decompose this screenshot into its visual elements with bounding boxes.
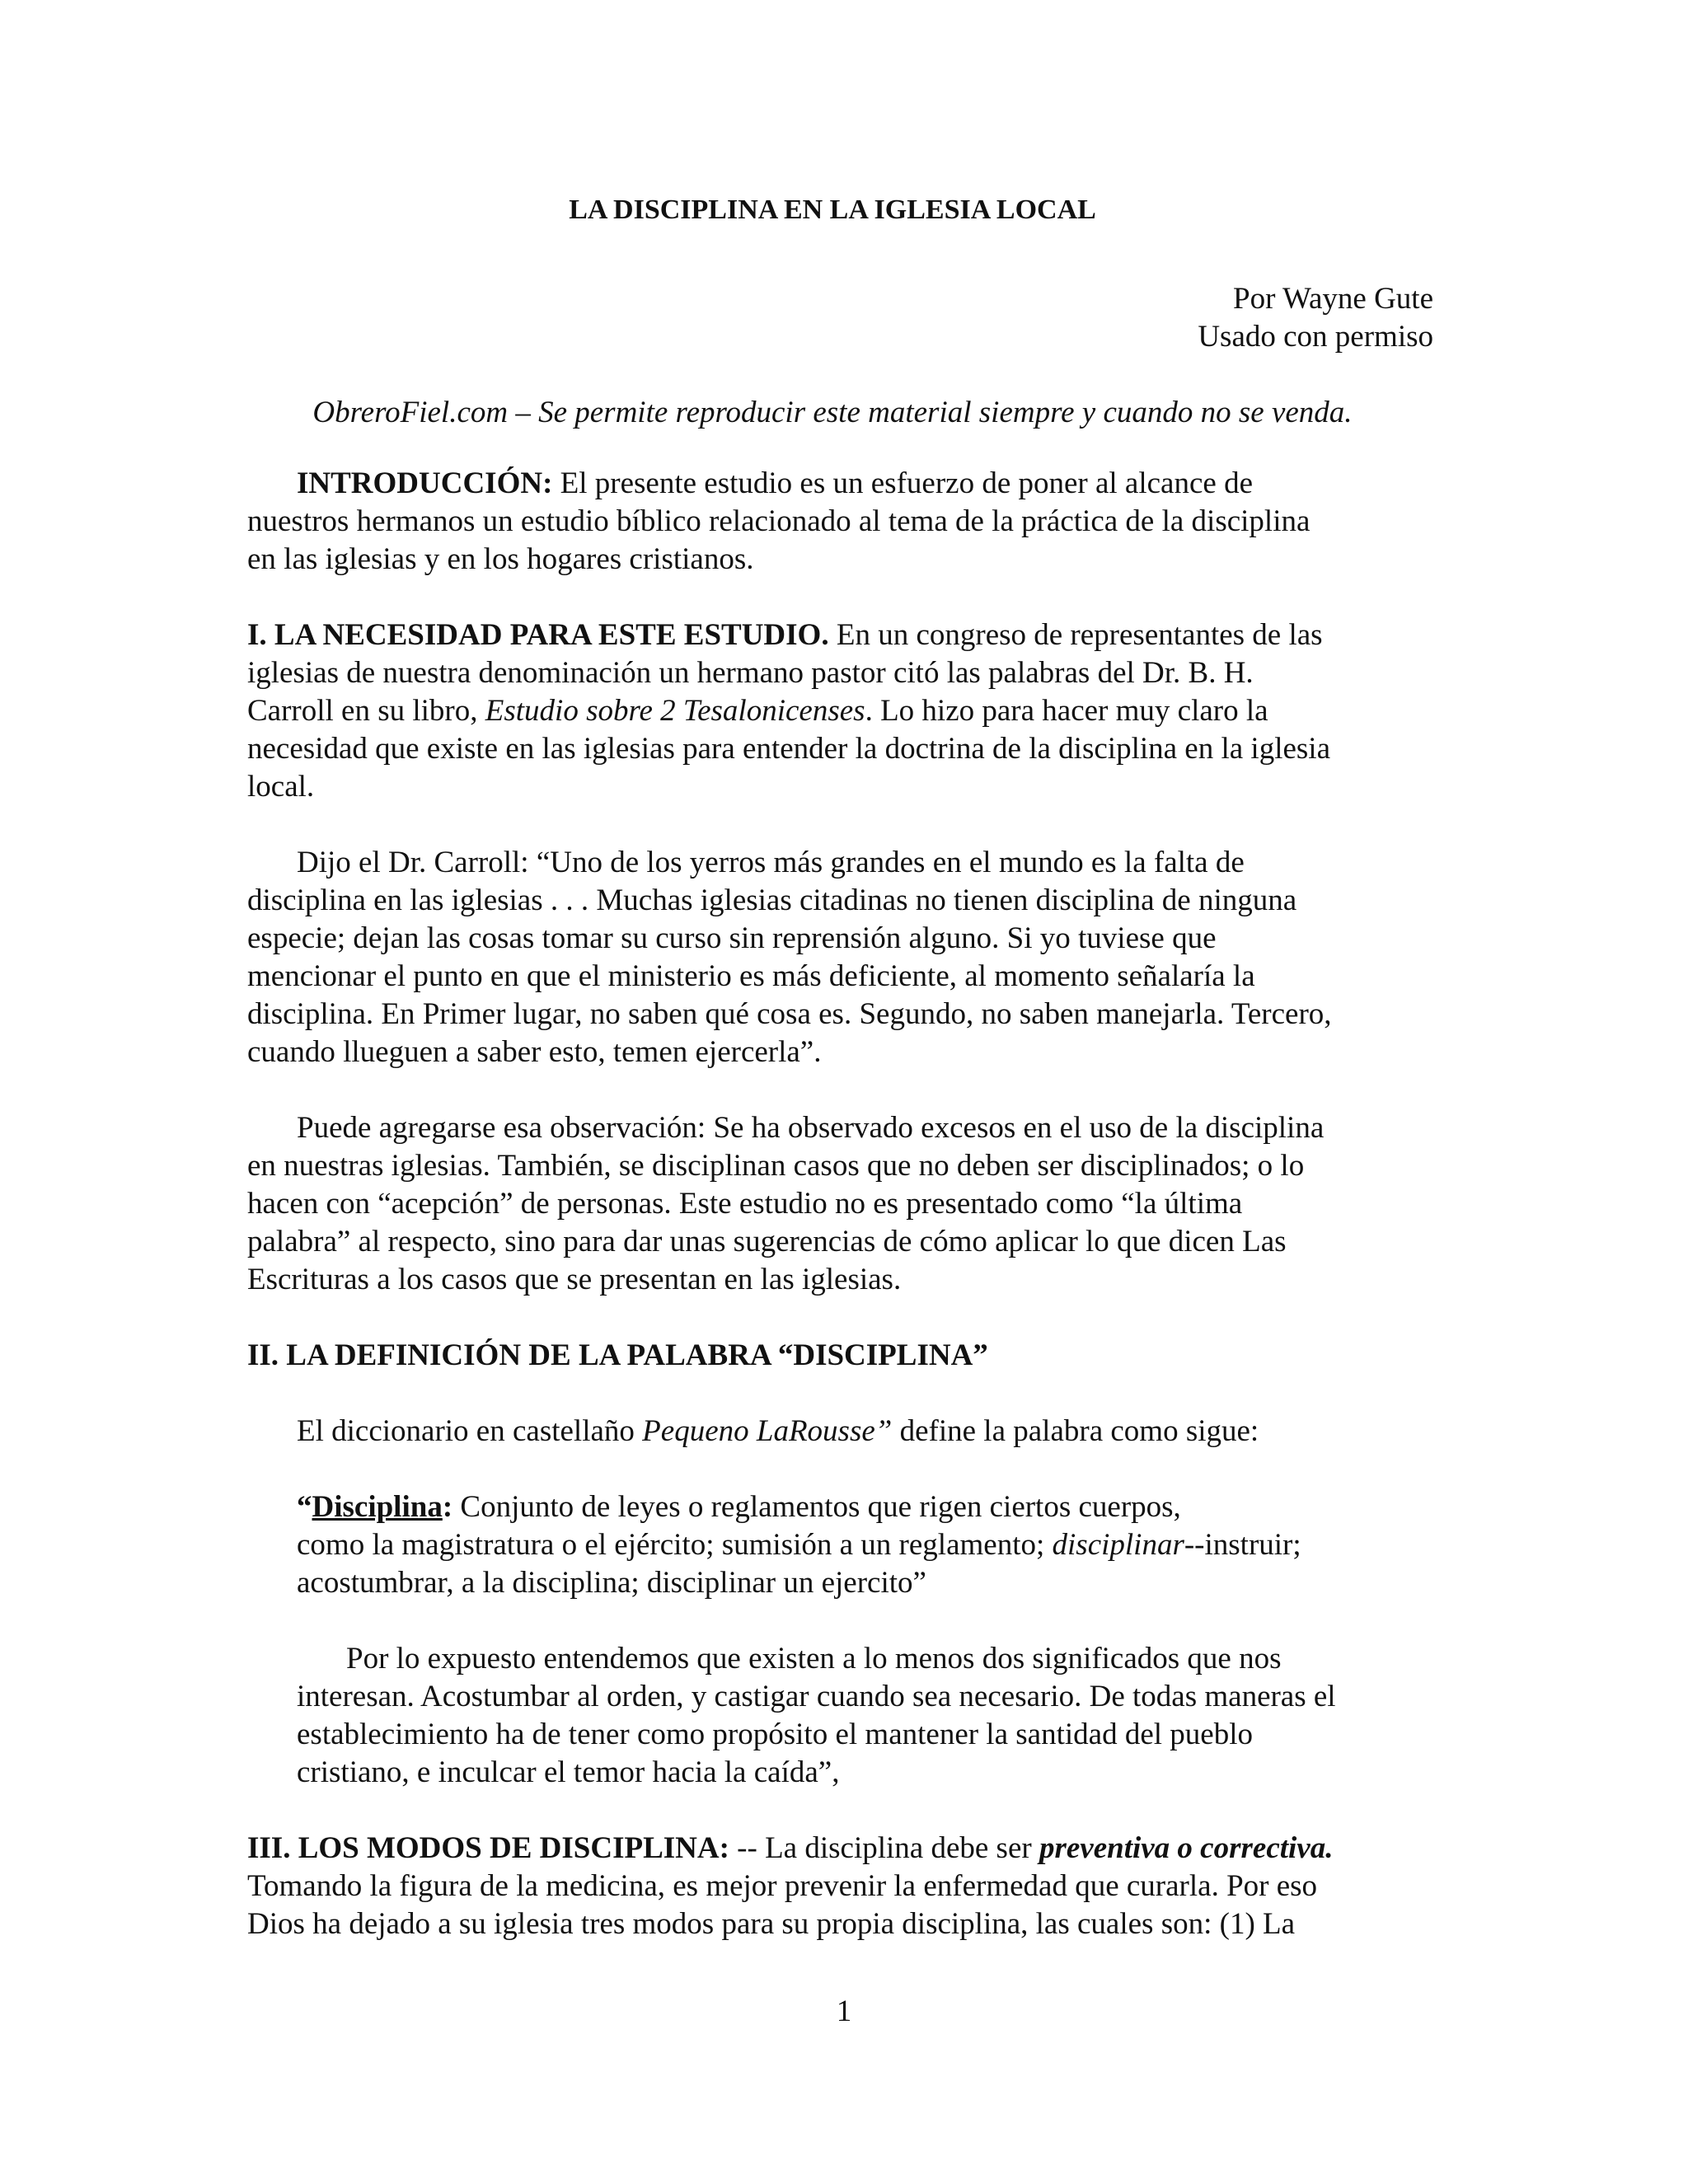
section-3-line-3: Dios ha dejado a su iglesia tres modos para su propia disciplina, las cuales son: (1) La: [247, 1907, 1296, 1941]
definition-term: Disciplina: [312, 1490, 443, 1524]
page-number: 1: [836, 1994, 852, 2028]
section-1-paragraph: [247, 616, 1434, 806]
section-1-line-2: iglesias de nuestra denominación un hermano pastor citó las palabras del Dr. B. H.: [247, 656, 1254, 690]
section-3-heading: III. LOS MODOS DE DISCIPLINA:: [247, 1831, 729, 1865]
byline-permission: Usado con permiso: [1198, 320, 1433, 354]
dictionary-text-a: El diccionario en castellaño: [297, 1414, 643, 1448]
expuesto-line-1: Por lo expuesto entendemos que existen a lo menos dos significados que nos: [346, 1642, 1282, 1675]
dictionary-title: Pequeno LaRousse”: [642, 1414, 893, 1448]
carroll-line-1: Dijo el Dr. Carroll: “Uno de los yerros más grandes en el mundo es la falta de: [297, 846, 1245, 879]
definition-text-1: Conjunto de leyes o reglamentos que rigen ciertos cuerpos,: [452, 1490, 1181, 1524]
section-3-line-2: Tomando la figura de la medicina, es mejor prevenir la enfermedad que curarla. Por eso: [247, 1869, 1318, 1903]
intro-line-2: nuestros hermanos un estudio bíblico relacionado al tema de la práctica de la disciplina: [247, 504, 1311, 538]
book-title: Estudio sobre 2 Tesalonicenses: [485, 694, 865, 728]
section-3-text-1: -- La disciplina debe ser: [729, 1831, 1039, 1865]
expuesto-line-3: establecimiento ha de tener como propósito el mantener la santidad del pueblo: [297, 1718, 1253, 1751]
expuesto-line-4: cristiano, e inculcar el temor hacia la caída”,: [297, 1755, 840, 1789]
intro-text-1: El presente estudio es un esfuerzo de poner al alcance de: [552, 466, 1253, 500]
definition-block: [247, 1488, 1434, 1602]
section-3-paragraph: [247, 1830, 1434, 1943]
observation-line-2: en nuestras iglesias. También, se disciplinan casos que no deben ser disciplinados; o lo: [247, 1149, 1305, 1183]
section-1-line-1: [247, 616, 1434, 654]
intro-label: INTRODUCCIÓN:: [297, 466, 553, 500]
carroll-line-2: disciplina en las iglesias . . . Muchas iglesias citadinas no tienen disciplina de ninguna: [247, 883, 1297, 917]
section-3-line-1: [247, 1830, 1434, 1868]
definition-text-2a: como la magistratura o el ejército; sumisión a un reglamento;: [297, 1528, 1053, 1562]
byline-author: Por Wayne Gute: [1233, 282, 1433, 316]
intro-paragraph: [247, 465, 1434, 579]
section-1-line-3: [247, 692, 1434, 730]
definition-open-quote: “: [297, 1490, 312, 1524]
reproduction-notice: ObreroFiel.com – Se permite reproducir este material siempre y cuando no se venda.: [312, 396, 1353, 429]
definition-line-3: acostumbrar, a la disciplina; disciplinar un ejercito”: [297, 1566, 926, 1600]
definition-verb: disciplinar: [1052, 1528, 1184, 1562]
carroll-quote-paragraph: [247, 844, 1434, 1071]
expuesto-line-2: interesan. Acostumbar al orden, y castigar cuando sea necesario. De todas maneras el: [297, 1680, 1336, 1713]
observation-line-3: hacen con “acepción” de personas. Este estudio no es presentado como “la última: [247, 1187, 1243, 1221]
intro-line-1: [247, 465, 1434, 503]
expuesto-paragraph: [247, 1640, 1434, 1792]
dictionary-line: [247, 1413, 1434, 1451]
intro-line-3: en las iglesias y en los hogares cristianos.: [247, 542, 754, 576]
observation-line-1: Puede agregarse esa observación: Se ha observado excesos en el uso de la disciplina: [297, 1111, 1325, 1145]
section-1-text-1: En un congreso de representantes de las: [828, 618, 1323, 652]
section-1-line-4: necesidad que existe en las iglesias para entender la doctrina de la disciplina en la iglesia: [247, 732, 1331, 766]
section-1-heading: I. LA NECESIDAD PARA ESTE ESTUDIO.: [247, 618, 829, 652]
dictionary-text-b: define la palabra como sigue:: [892, 1414, 1259, 1448]
section-3-emphasis: preventiva o correctiva.: [1039, 1831, 1334, 1865]
section-2-heading: II. LA DEFINICIÓN DE LA PALABRA “DISCIPLINA”: [247, 1338, 988, 1372]
section-2-heading-block: [247, 1337, 1434, 1375]
section-1-line-5: local.: [247, 770, 315, 804]
carroll-line-3: especie; dejan las cosas tomar su curso sin reprensión alguno. Si yo tuviese que: [247, 921, 1217, 955]
carroll-line-6: cuando llueguen a saber esto, temen ejercerla”.: [247, 1035, 822, 1069]
definition-line-2: [247, 1526, 1434, 1564]
definition-colon: :: [442, 1490, 453, 1524]
observation-line-4: palabra” al respecto, sino para dar unas sugerencias de cómo aplicar lo que dicen Las: [247, 1225, 1287, 1258]
section-1-text-3a: Carroll en su libro,: [247, 694, 485, 728]
definition-line-1: [247, 1488, 1434, 1526]
carroll-line-4: mencionar el punto en que el ministerio es más deficiente, al momento señalaría la: [247, 959, 1255, 993]
observation-line-5: Escrituras a los casos que se presentan en las iglesias.: [247, 1263, 902, 1296]
byline: [1198, 280, 1433, 356]
document-title: LA DISCIPLINA EN LA IGLESIA LOCAL: [569, 194, 1096, 225]
observation-paragraph: [247, 1109, 1434, 1299]
dictionary-intro: [247, 1413, 1434, 1451]
carroll-line-5: disciplina. En Primer lugar, no saben qué cosa es. Segundo, no saben manejarla. Tercero,: [247, 997, 1332, 1031]
section-1-text-3b: . Lo hizo para hacer muy claro la: [865, 694, 1268, 728]
definition-text-2b: --instruir;: [1184, 1528, 1301, 1562]
